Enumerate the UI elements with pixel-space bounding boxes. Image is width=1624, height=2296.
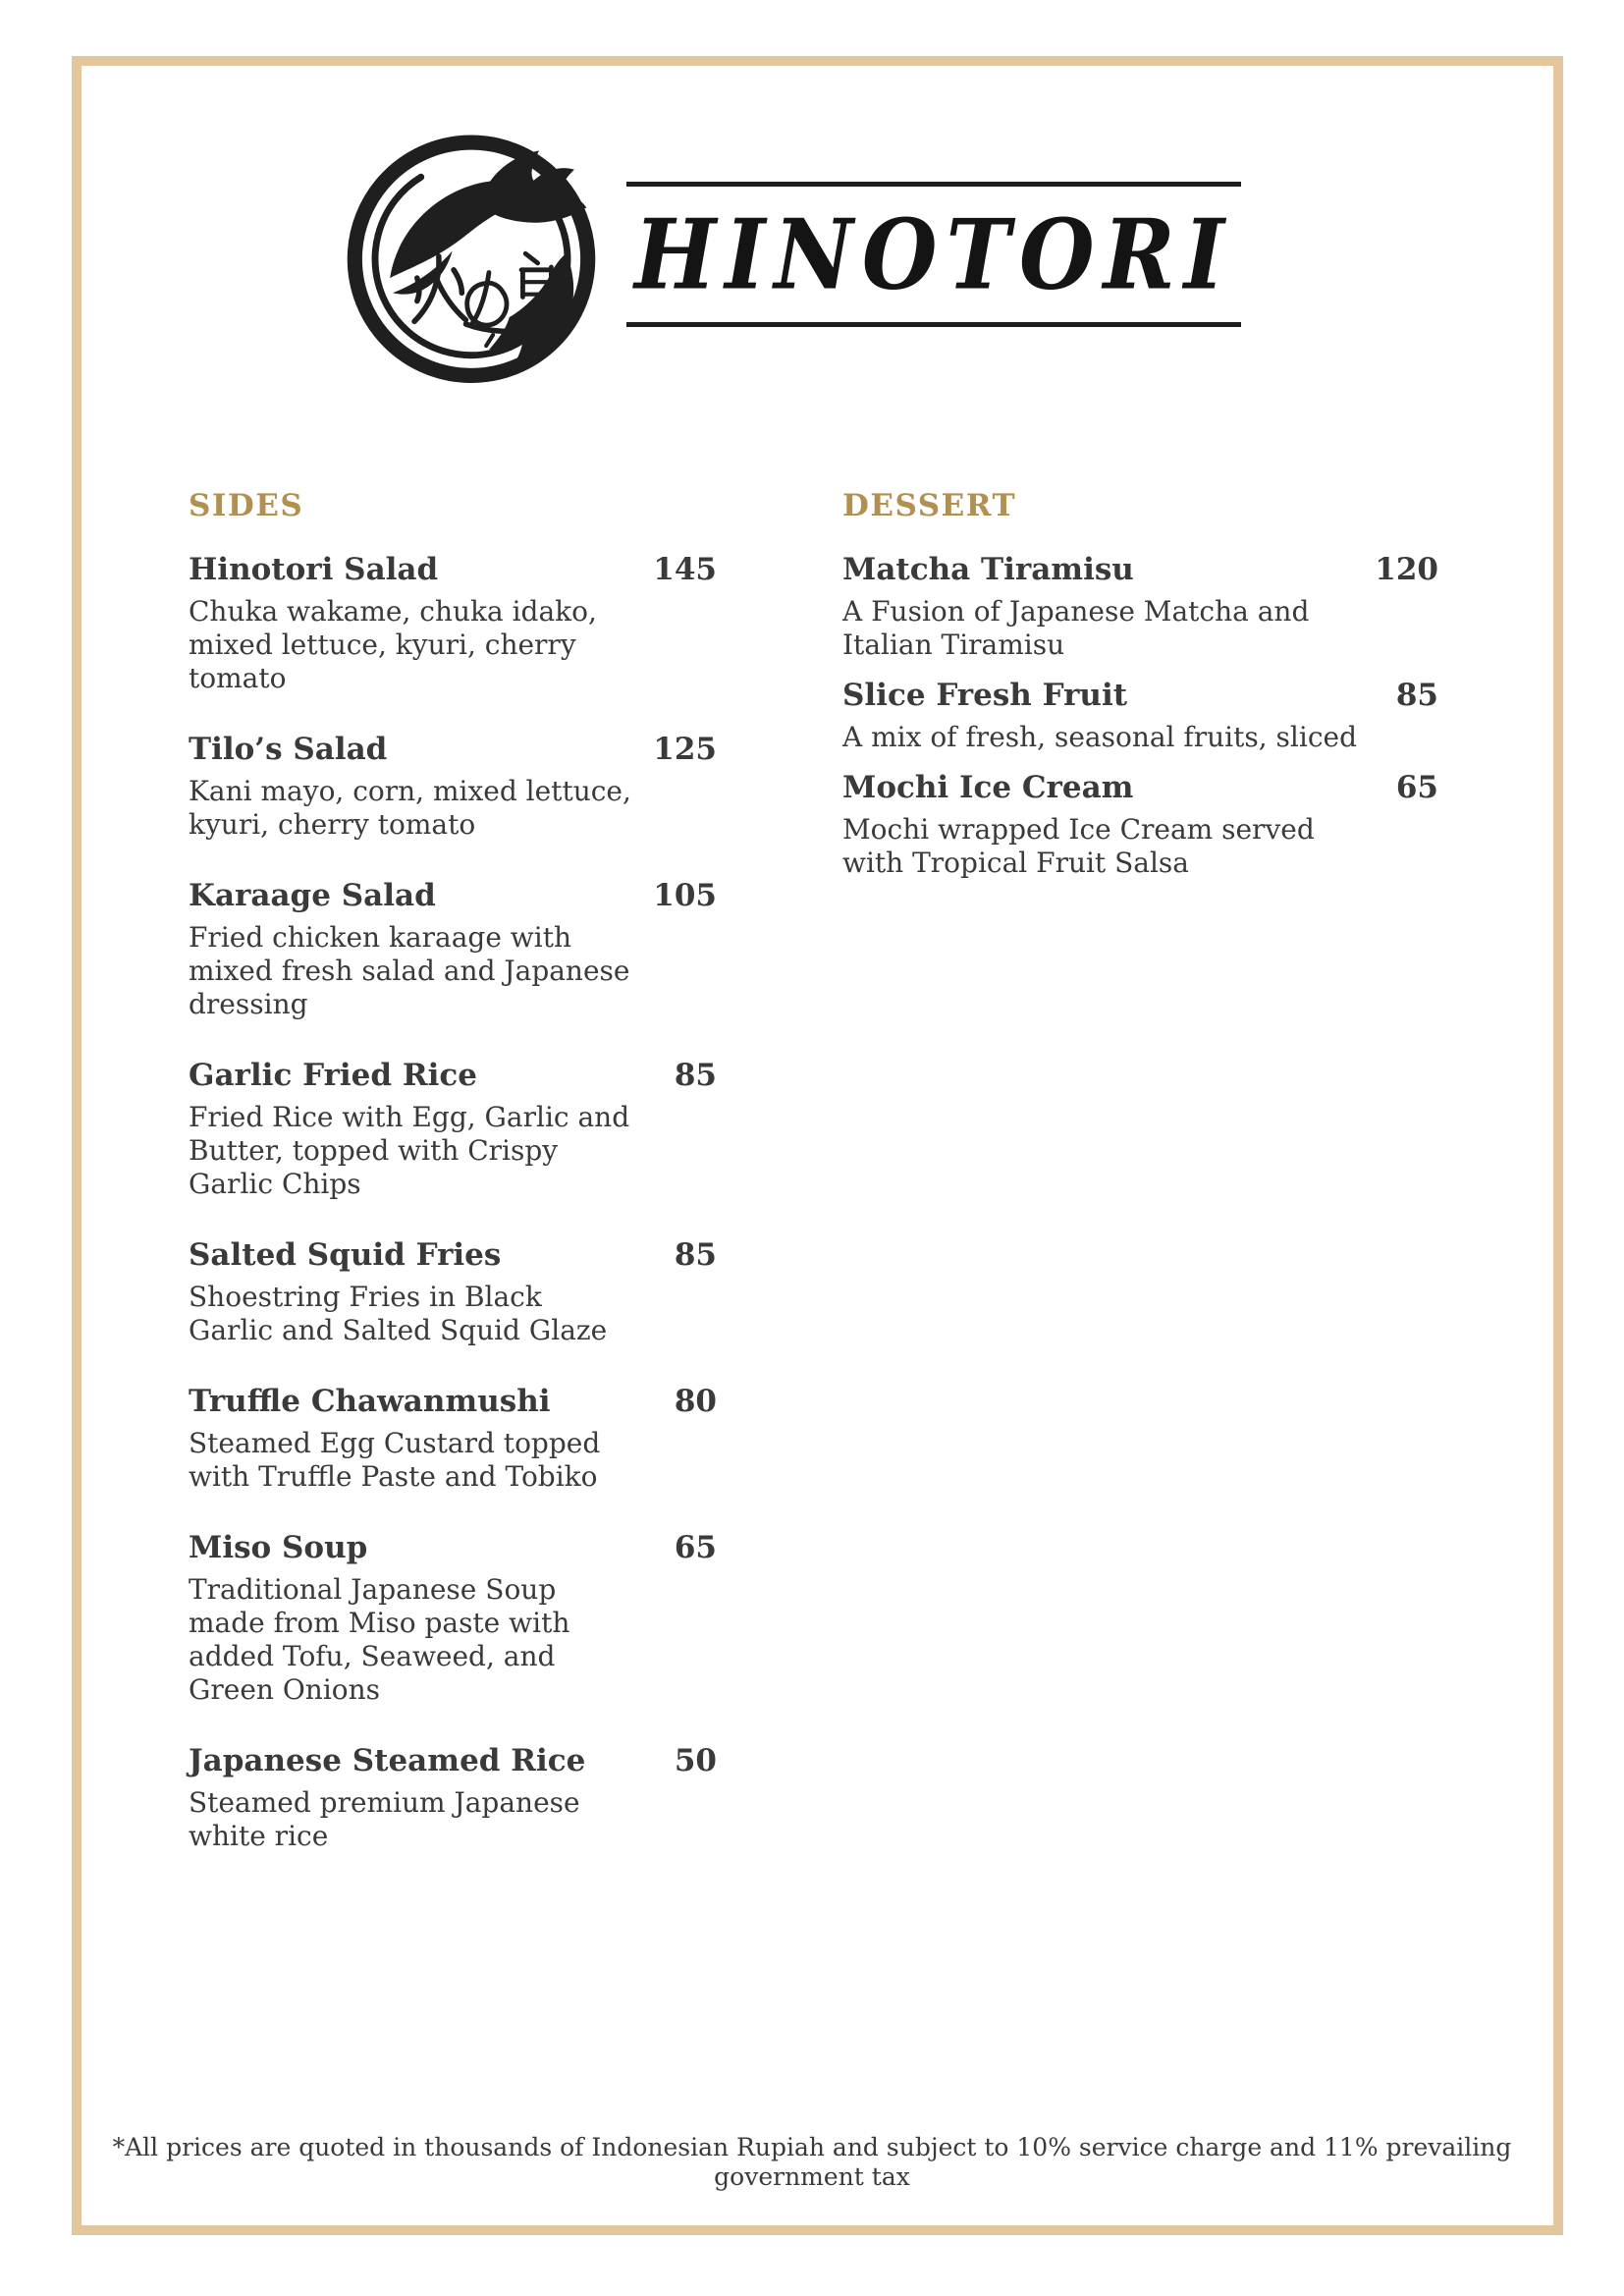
menu-item (189, 1741, 717, 1853)
menu-item (842, 550, 1438, 662)
section-title-dessert: DESSERT (842, 488, 1017, 523)
item-name: Tilo’s Salad (189, 732, 388, 767)
menu-item (189, 1056, 717, 1201)
menu-item (189, 550, 717, 695)
item-price: 80 (674, 1384, 717, 1419)
menu-item (189, 730, 717, 842)
menu-item (189, 1382, 717, 1494)
menu-item (842, 768, 1438, 880)
item-price: 145 (653, 552, 717, 587)
item-name: Hinotori Salad (189, 552, 439, 587)
item-name: Japanese Steamed Rice (189, 1743, 586, 1778)
item-name: Karaage Salad (189, 878, 436, 913)
phoenix-logo-icon (336, 121, 607, 392)
section-title-sides: SIDES (189, 488, 304, 523)
item-description: Shoestring Fries in Black Garlic and Salted Squid Glaze (189, 1281, 608, 1346)
menu-section-sides (189, 488, 717, 1887)
item-description: Kani mayo, corn, mixed lettuce, kyuri, cherry tomato (189, 775, 631, 841)
item-price: 120 (1375, 552, 1438, 587)
item-name: Garlic Fried Rice (189, 1058, 478, 1093)
header-title-block (626, 182, 1241, 327)
item-price: 85 (674, 1058, 717, 1093)
item-price: 105 (653, 878, 717, 913)
item-name: Miso Soup (189, 1530, 368, 1565)
price-disclaimer: *All prices are quoted in thousands of Indonesian Rupiah and subject to 10% service charge and 11% prevailing government tax (112, 2133, 1512, 2191)
restaurant-name: HINOTORI (634, 196, 1233, 312)
item-name: Salted Squid Fries (189, 1237, 502, 1273)
item-price: 50 (674, 1743, 717, 1778)
item-description: Steamed Egg Custard topped with Truffle Paste and Tobiko (189, 1427, 601, 1493)
item-description: Mochi wrapped Ice Cream served with Tropical Fruit Salsa (842, 813, 1315, 879)
menu-item (189, 1235, 717, 1347)
item-name: Truffle Chawanmushi (189, 1384, 551, 1419)
item-description: Chuka wakame, chuka idako, mixed lettuce, kyuri, cherry tomato (189, 595, 597, 694)
item-price: 85 (1395, 678, 1438, 713)
menu-section-dessert (842, 488, 1438, 894)
item-description: Steamed premium Japanese white rice (189, 1786, 580, 1852)
item-price: 85 (674, 1237, 717, 1273)
item-description: Traditional Japanese Soup made from Miso paste with added Tofu, Seaweed, and Green Onions (189, 1573, 570, 1706)
item-description: Fried Rice with Egg, Garlic and Butter, topped with Crispy Garlic Chips (189, 1101, 630, 1200)
menu-item (189, 1528, 717, 1707)
item-name: Slice Fresh Fruit (842, 678, 1128, 713)
item-description: A Fusion of Japanese Matcha and Italian Tiramisu (842, 595, 1310, 661)
item-name: Mochi Ice Cream (842, 770, 1134, 805)
menu-item (189, 876, 717, 1021)
item-description: A mix of fresh, seasonal fruits, sliced (842, 721, 1358, 753)
item-name: Matcha Tiramisu (842, 552, 1134, 587)
item-price: 65 (674, 1530, 717, 1565)
item-price: 125 (653, 732, 717, 767)
item-description: Fried chicken karaage with mixed fresh salad and Japanese dressing (189, 921, 630, 1020)
menu-item (842, 676, 1438, 754)
item-price: 65 (1395, 770, 1438, 805)
